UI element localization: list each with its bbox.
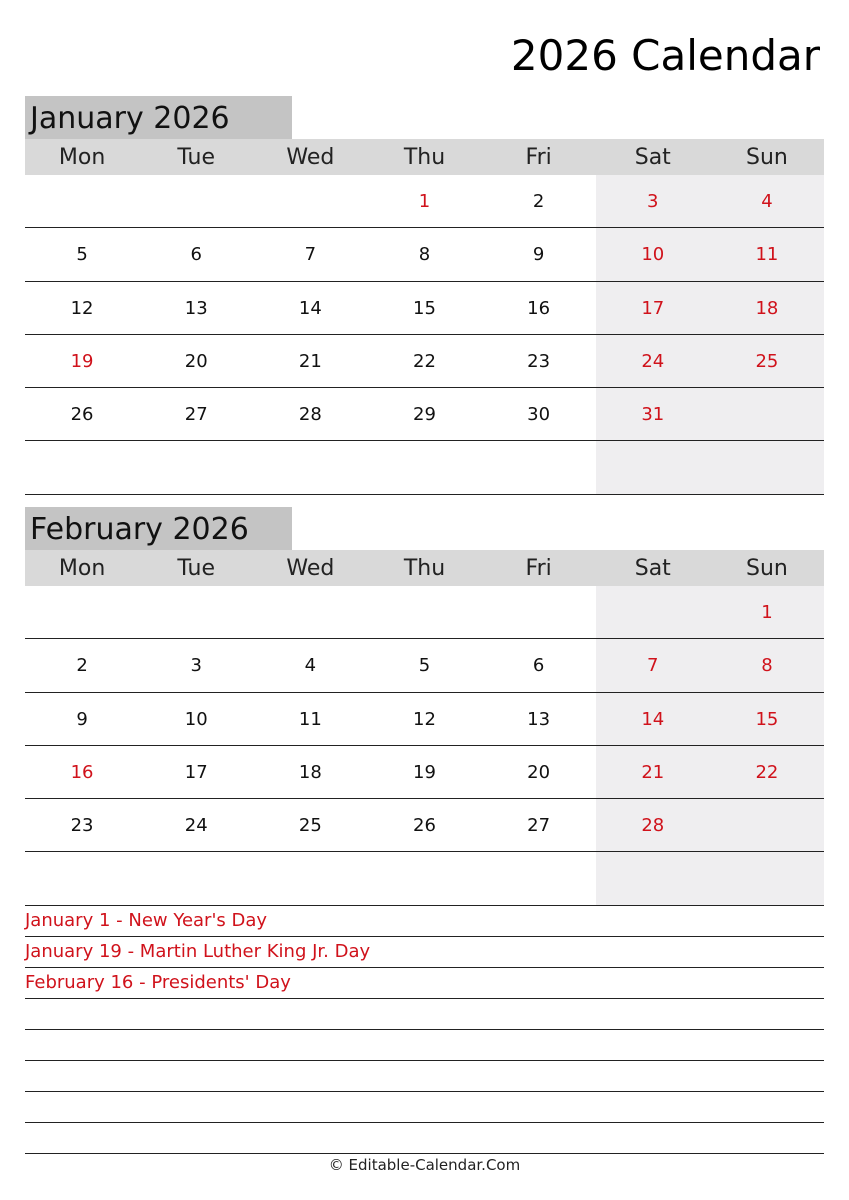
day-cell: 14	[596, 693, 710, 745]
day-cell: 21	[298, 350, 322, 372]
day-cell: 2	[76, 655, 88, 677]
holiday-line: January 19 - Martin Luther King Jr. Day	[25, 936, 824, 967]
day-cell: 10	[596, 228, 710, 280]
day-cell: 27	[527, 815, 551, 837]
day-cell: 27	[184, 404, 208, 426]
day-cell	[482, 441, 596, 493]
day-cell: 9	[76, 708, 88, 730]
day-cell	[596, 441, 710, 493]
weekday-header	[25, 139, 824, 175]
day-cell: 6	[190, 244, 202, 266]
weekday-label: Thu	[403, 556, 446, 581]
day-cell: 3	[190, 655, 202, 677]
week-row	[25, 639, 824, 692]
week-row	[25, 693, 824, 746]
day-cell: 26	[70, 404, 94, 426]
holiday-line	[25, 1091, 824, 1122]
week-row	[25, 388, 824, 441]
day-cell: 15	[710, 693, 824, 745]
day-cell: 14	[298, 297, 322, 319]
day-cell: 19	[70, 350, 94, 372]
day-cell	[482, 852, 596, 904]
day-cell: 19	[413, 761, 436, 783]
day-cell: 17	[596, 282, 710, 334]
weekday-header	[25, 550, 824, 586]
weekday-label: Fri	[525, 145, 552, 170]
day-cell: 30	[527, 404, 551, 426]
day-cell	[139, 175, 253, 227]
day-cell: 28	[298, 404, 322, 426]
page-title: 2026 Calendar	[510, 31, 820, 80]
day-cell	[139, 441, 253, 493]
month-title: February 2026	[25, 507, 292, 550]
week-row	[25, 228, 824, 281]
day-cell: 15	[413, 297, 436, 319]
week-row	[25, 441, 824, 494]
day-cell	[253, 175, 367, 227]
day-cell: 31	[596, 388, 710, 440]
month-january	[25, 96, 824, 495]
day-cell	[253, 441, 367, 493]
week-row	[25, 335, 824, 388]
day-cell	[367, 586, 481, 638]
holiday-line	[25, 998, 824, 1029]
day-cell: 12	[413, 708, 436, 730]
day-cell	[367, 441, 481, 493]
day-cell: 17	[184, 761, 208, 783]
holiday-line: February 16 - Presidents' Day	[25, 967, 824, 998]
week-row	[25, 852, 824, 905]
day-cell: 9	[532, 244, 545, 266]
day-cell: 25	[298, 815, 322, 837]
day-cell: 1	[418, 191, 431, 212]
day-cell: 18	[298, 761, 322, 783]
weekday-label: Wed	[286, 145, 335, 170]
day-cell: 10	[184, 708, 208, 730]
day-cell	[482, 586, 596, 638]
day-cell: 5	[76, 244, 88, 266]
day-cell: 24	[184, 815, 208, 837]
day-cell: 23	[527, 350, 551, 372]
day-cell: 20	[527, 761, 551, 783]
day-cell: 7	[596, 639, 710, 691]
day-grid	[25, 586, 824, 906]
day-cell: 16	[527, 297, 551, 319]
day-cell: 28	[596, 799, 710, 851]
day-cell: 22	[710, 746, 824, 798]
day-cell: 24	[596, 335, 710, 387]
holiday-line	[25, 1122, 824, 1154]
weekday-label: Sun	[745, 556, 788, 581]
weekday-label: Wed	[286, 556, 335, 581]
day-cell: 13	[184, 297, 208, 319]
day-cell	[367, 852, 481, 904]
day-cell	[710, 852, 824, 904]
holiday-line: January 1 - New Year's Day	[25, 905, 824, 936]
day-cell: 4	[710, 175, 824, 227]
holiday-line	[25, 1029, 824, 1060]
month-title: January 2026	[25, 96, 292, 139]
day-cell: 22	[413, 350, 436, 372]
day-cell: 8	[710, 639, 824, 691]
day-cell: 25	[710, 335, 824, 387]
day-grid	[25, 175, 824, 495]
day-cell	[710, 388, 824, 440]
weekday-label: Fri	[525, 556, 552, 581]
day-cell: 23	[70, 815, 94, 837]
day-cell: 26	[413, 815, 436, 837]
day-cell: 2	[532, 191, 545, 212]
weekday-label: Tue	[177, 556, 215, 581]
weekday-label: Mon	[58, 145, 106, 170]
day-cell: 8	[418, 244, 431, 266]
day-cell: 11	[710, 228, 824, 280]
day-cell	[139, 586, 253, 638]
day-cell	[25, 441, 139, 493]
weekday-label: Sat	[634, 556, 671, 581]
day-cell	[710, 441, 824, 493]
day-cell: 3	[596, 175, 710, 227]
day-cell: 6	[532, 655, 545, 677]
weekday-label: Thu	[403, 145, 446, 170]
weekday-label: Sun	[745, 145, 788, 170]
weekday-label: Sat	[634, 145, 671, 170]
day-cell: 29	[413, 404, 436, 426]
day-cell: 11	[298, 708, 322, 730]
day-cell: 21	[596, 746, 710, 798]
day-cell: 1	[710, 586, 824, 638]
weekday-label: Tue	[177, 145, 215, 170]
day-cell	[596, 586, 710, 638]
day-cell: 20	[184, 350, 208, 372]
holiday-list	[25, 905, 824, 1154]
week-row	[25, 175, 824, 228]
day-cell	[25, 852, 139, 904]
day-cell: 16	[70, 761, 94, 783]
week-row	[25, 799, 824, 852]
day-cell: 13	[527, 708, 551, 730]
day-cell	[25, 175, 139, 227]
day-cell	[253, 852, 367, 904]
day-cell: 5	[418, 655, 431, 677]
day-cell: 7	[304, 244, 317, 266]
week-row	[25, 586, 824, 639]
day-cell: 12	[70, 297, 94, 319]
holiday-line	[25, 1060, 824, 1091]
day-cell: 18	[710, 282, 824, 334]
month-february	[25, 507, 824, 906]
day-cell	[139, 852, 253, 904]
week-row	[25, 282, 824, 335]
week-row	[25, 746, 824, 799]
day-cell: 4	[304, 655, 317, 677]
day-cell	[253, 586, 367, 638]
day-cell	[25, 586, 139, 638]
day-cell	[596, 852, 710, 904]
footer-credit: © Editable-Calendar.Com	[328, 1156, 521, 1174]
day-cell	[710, 799, 824, 851]
weekday-label: Mon	[58, 556, 106, 581]
